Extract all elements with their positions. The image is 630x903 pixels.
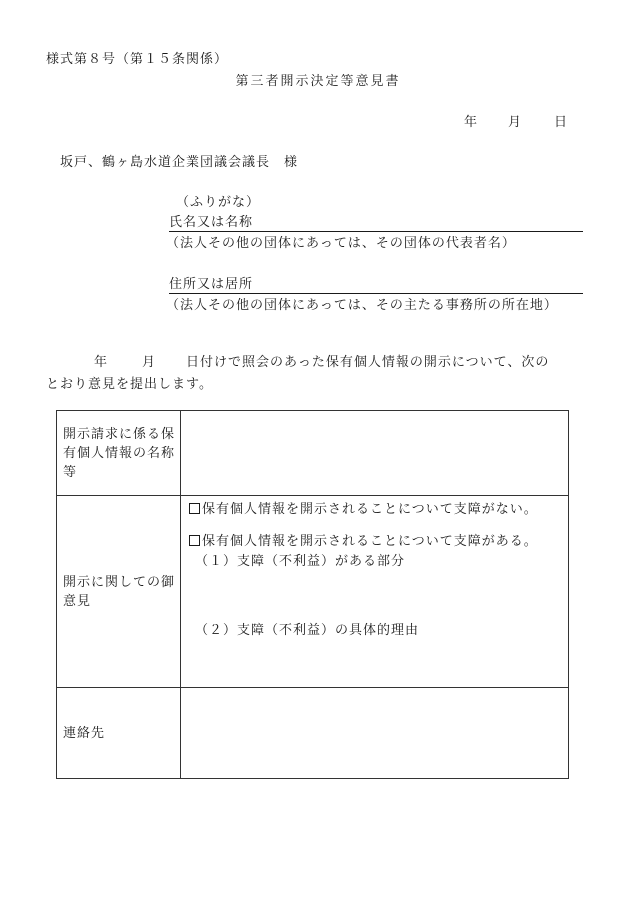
- checkbox-icon[interactable]: [189, 535, 200, 546]
- objection-text: 保有個人情報を開示されることについて支障がある。: [202, 534, 538, 549]
- date-month: 月: [508, 115, 523, 130]
- form-number: 様式第８号（第１５条関係）: [46, 52, 229, 67]
- addressee: 坂戸、鶴ヶ島水道企業団議会議長 様: [60, 155, 299, 170]
- date-day: 日: [554, 115, 569, 130]
- body-text: 日付けで照会のあった保有個人情報の開示について、次の: [186, 355, 550, 370]
- name-label: 氏名又は名称: [169, 215, 254, 230]
- record-name-label: 開示請求に係る保有個人情報の名称等: [57, 411, 181, 496]
- address-field[interactable]: [169, 273, 583, 294]
- date-year: 年: [464, 115, 479, 130]
- objection-part-label: （１）支障（不利益）がある部分: [195, 554, 406, 569]
- opinion-field[interactable]: [181, 496, 569, 688]
- contact-field[interactable]: [181, 688, 569, 779]
- document-title: 第三者開示決定等意見書: [235, 74, 401, 89]
- address-note: （法人その他の団体にあっては、その主たる事務所の所在地）: [166, 298, 558, 313]
- objection-option[interactable]: [189, 530, 538, 549]
- body-year: 年: [94, 355, 109, 370]
- body-month: 月: [142, 355, 157, 370]
- furigana-label: （ふりがな）: [176, 195, 261, 210]
- opinion-table: [56, 410, 569, 779]
- opinion-label: 開示に関しての御意見: [57, 496, 181, 688]
- name-field[interactable]: [169, 211, 583, 232]
- address-label: 住所又は居所: [169, 277, 254, 292]
- no-objection-text: 保有個人情報を開示されることについて支障がない。: [202, 502, 538, 517]
- record-name-field[interactable]: [181, 411, 569, 496]
- contact-label: 連絡先: [57, 688, 181, 779]
- no-objection-option[interactable]: [189, 498, 538, 517]
- objection-reason-label: （２）支障（不利益）の具体的理由: [195, 623, 420, 638]
- checkbox-icon[interactable]: [189, 503, 200, 514]
- body-line-2: とおり意見を提出します。: [46, 377, 213, 392]
- name-note: （法人その他の団体にあっては、その団体の代表者名）: [166, 236, 516, 251]
